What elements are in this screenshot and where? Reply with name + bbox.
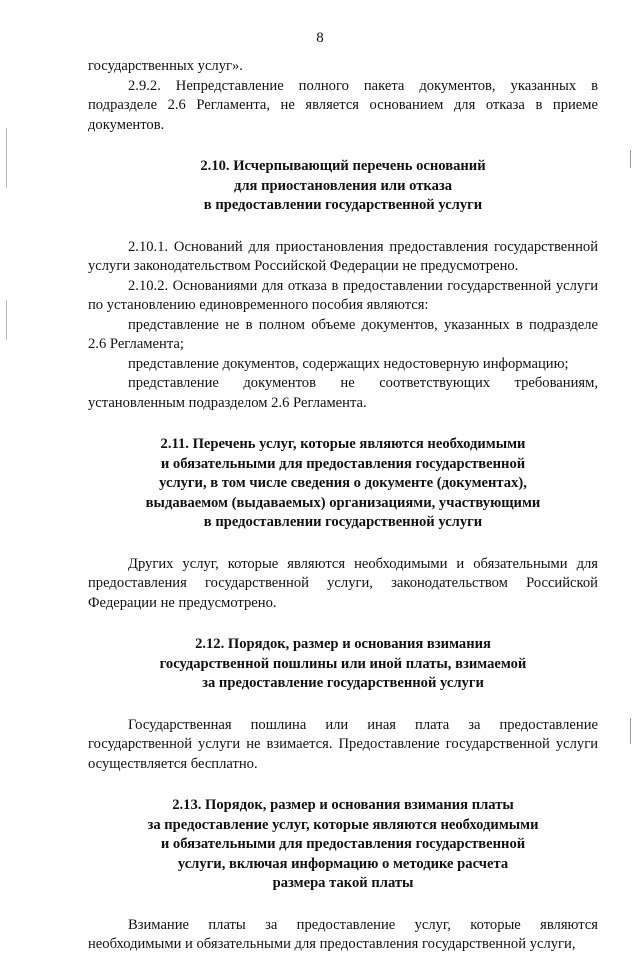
section-heading [88, 635, 598, 694]
paragraph: 2.10.2. Основаниями для отказа в предоставлении государственной услуги по установлению единовременного пособия являются: [88, 277, 598, 313]
paragraph: государственных услуг». [88, 58, 243, 74]
heading-line: размера такой платы [272, 875, 414, 891]
heading-line: 2.13. Порядок, размер и основания взимания платы [172, 797, 514, 813]
heading-line: услуги, включая информацию о методике расчета [177, 855, 509, 872]
paragraph: Других услуг, которые являются необходимыми и обязательными для предоставления государственной услуги, законодательством Российской Федерации не предусмотрено. [88, 555, 598, 611]
section-spacer [88, 135, 598, 157]
heading-line: за предоставление государственной услуги [202, 675, 484, 691]
paragraph: 2.10.1. Оснований для приостановления предоставления государственной услуги законодательством Российской Федерации не предусмотрено. [88, 238, 598, 274]
section-spacer [88, 533, 598, 555]
paragraph: представление не в полном объеме документов, указанных в подразделе 2.6 Регламента; [88, 316, 598, 352]
heading-line: выдаваемом (выдаваемых) организациями, участвующими [145, 494, 541, 511]
paragraph: представление документов не соответствующих требованиям, установленным подразделом 2.6 Регламента. [88, 375, 598, 411]
heading-line: и обязательными для предоставления государственной [160, 836, 526, 852]
page-number: 8 [316, 30, 324, 46]
heading-line: 2.11. Перечень услуг, которые являются необходимыми [160, 436, 526, 452]
heading-line: за предоставление услуг, которые являются необходимыми [147, 816, 539, 833]
paragraph: 2.9.2. Непредставление полного пакета документов, указанных в подразделе 2.6 Регламента, не является основанием для отказа в приеме документов. [88, 77, 598, 133]
scan-edge-mark [630, 718, 631, 744]
heading-line: 2.10. Исчерпывающий перечень оснований [200, 158, 486, 174]
scan-edge-mark [6, 300, 7, 340]
section-spacer [88, 216, 598, 238]
paragraph: Государственная пошлина или иная плата за предоставление государственной услуги не взимается. Предоставление государственной услуги осуществляется бесплатно. [88, 716, 598, 772]
heading-line: для приостановления или отказа [233, 177, 453, 194]
heading-line: услуги, в том числе сведения о документе (документах), [159, 475, 527, 491]
section-heading [88, 796, 598, 894]
paragraph: Взимание платы за предоставление услуг, которые являются необходимыми и обязательными для предоставления государственной услуги, [88, 916, 598, 952]
paragraph: представление документов, содержащих недостоверную информацию; [128, 355, 569, 372]
section-heading [88, 157, 598, 216]
section-spacer [88, 694, 598, 716]
heading-line: в предоставлении государственной услуги [203, 514, 483, 530]
section-spacer [88, 613, 598, 635]
section-spacer [88, 774, 598, 796]
section-heading [88, 435, 598, 533]
heading-line: 2.12. Порядок, размер и основания взимания [195, 636, 491, 652]
heading-line: в предоставлении государственной услуги [203, 197, 483, 213]
heading-line: государственной пошлины или иной платы, взимаемой [159, 655, 527, 672]
scan-edge-mark [630, 150, 631, 168]
heading-line: и обязательными для предоставления государственной [160, 455, 526, 472]
section-spacer [88, 413, 598, 435]
document-body [88, 57, 598, 955]
scan-edge-mark [6, 128, 7, 188]
